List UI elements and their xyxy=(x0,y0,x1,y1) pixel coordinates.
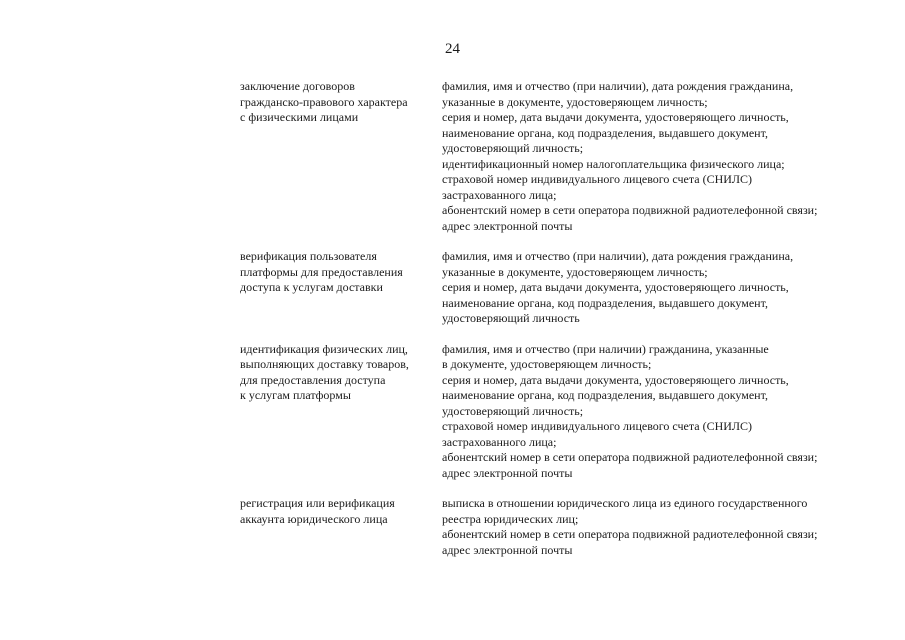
data-cell xyxy=(442,79,860,234)
data-line: серия и номер, дата выдачи документа, удостоверяющего личность, xyxy=(442,372,789,387)
purpose-line: заключение договоров xyxy=(240,79,355,93)
data-line: фамилия, имя и отчество (при наличии), дата рождения гражданина, xyxy=(442,79,794,93)
purpose-line: идентификация физических лиц, xyxy=(240,341,408,356)
data-line: идентификационный номер налогоплательщика физического лица; xyxy=(442,156,785,171)
data-line: наименование органа, код подразделения, выдавшего документ, xyxy=(442,125,768,140)
data-line: выписка в отношении юридического лица из единого государственного xyxy=(442,496,808,510)
purpose-cell xyxy=(240,79,442,234)
purpose-line: гражданско-правового характера xyxy=(240,94,408,109)
data-line: фамилия, имя и отчество (при наличии), дата рождения гражданина, xyxy=(442,249,794,263)
table-row xyxy=(240,79,860,234)
data-line: фамилия, имя и отчество (при наличии) гражданина, указанные xyxy=(442,341,769,356)
data-line: абонентский номер в сети оператора подвижной радиотелефонной связи; xyxy=(442,203,818,217)
purpose-line: регистрация или верификация xyxy=(240,496,395,510)
data-line: указанные в документе, удостоверяющем личность; xyxy=(442,94,708,109)
data-line: адрес электронной почты xyxy=(442,218,573,233)
table-row xyxy=(240,496,860,558)
data-line: наименование органа, код подразделения, выдавшего документ, xyxy=(442,295,768,310)
data-line: удостоверяющий личность xyxy=(442,311,580,325)
data-line: абонентский номер в сети оператора подвижной радиотелефонной связи; xyxy=(442,527,818,541)
purpose-cell xyxy=(240,342,442,482)
data-line: страховой номер индивидуального лицевого счета (СНИЛС) xyxy=(442,172,753,186)
data-line: реестра юридических лиц; xyxy=(442,511,579,526)
purpose-line: с физическими лицами xyxy=(240,110,359,124)
purpose-line: верификация пользователя xyxy=(240,249,377,263)
purpose-line: для предоставления доступа xyxy=(240,372,386,387)
data-line: застрахованного лица; xyxy=(442,434,557,449)
purpose-line: доступа к услугам доставки xyxy=(240,280,383,294)
purpose-line: к услугам платформы xyxy=(240,388,351,402)
data-line: удостоверяющий личность; xyxy=(442,403,584,418)
purpose-cell xyxy=(240,249,442,327)
data-line: серия и номер, дата выдачи документа, удостоверяющего личность, xyxy=(442,110,789,124)
data-line: застрахованного лица; xyxy=(442,187,557,202)
data-line: страховой номер индивидуального лицевого счета (СНИЛС) xyxy=(442,419,753,433)
data-line: адрес электронной почты xyxy=(442,542,573,557)
purpose-line: выполняющих доставку товаров, xyxy=(240,357,409,371)
table-row xyxy=(240,342,860,482)
data-table xyxy=(240,79,860,573)
data-line: адрес электронной почты xyxy=(442,465,573,480)
data-cell xyxy=(442,342,860,482)
data-line: серия и номер, дата выдачи документа, удостоверяющего личность, xyxy=(442,280,789,294)
data-line: удостоверяющий личность; xyxy=(442,141,584,155)
data-line: наименование органа, код подразделения, выдавшего документ, xyxy=(442,388,768,402)
data-line: в документе, удостоверяющем личность; xyxy=(442,357,652,371)
purpose-line: платформы для предоставления xyxy=(240,264,403,279)
table-row xyxy=(240,249,860,327)
data-cell xyxy=(442,249,860,327)
page-number: 24 xyxy=(445,41,460,57)
purpose-cell xyxy=(240,496,442,558)
data-line: абонентский номер в сети оператора подвижной радиотелефонной связи; xyxy=(442,450,818,464)
data-cell xyxy=(442,496,860,558)
purpose-line: аккаунта юридического лица xyxy=(240,511,388,526)
data-line: указанные в документе, удостоверяющем личность; xyxy=(442,264,708,279)
